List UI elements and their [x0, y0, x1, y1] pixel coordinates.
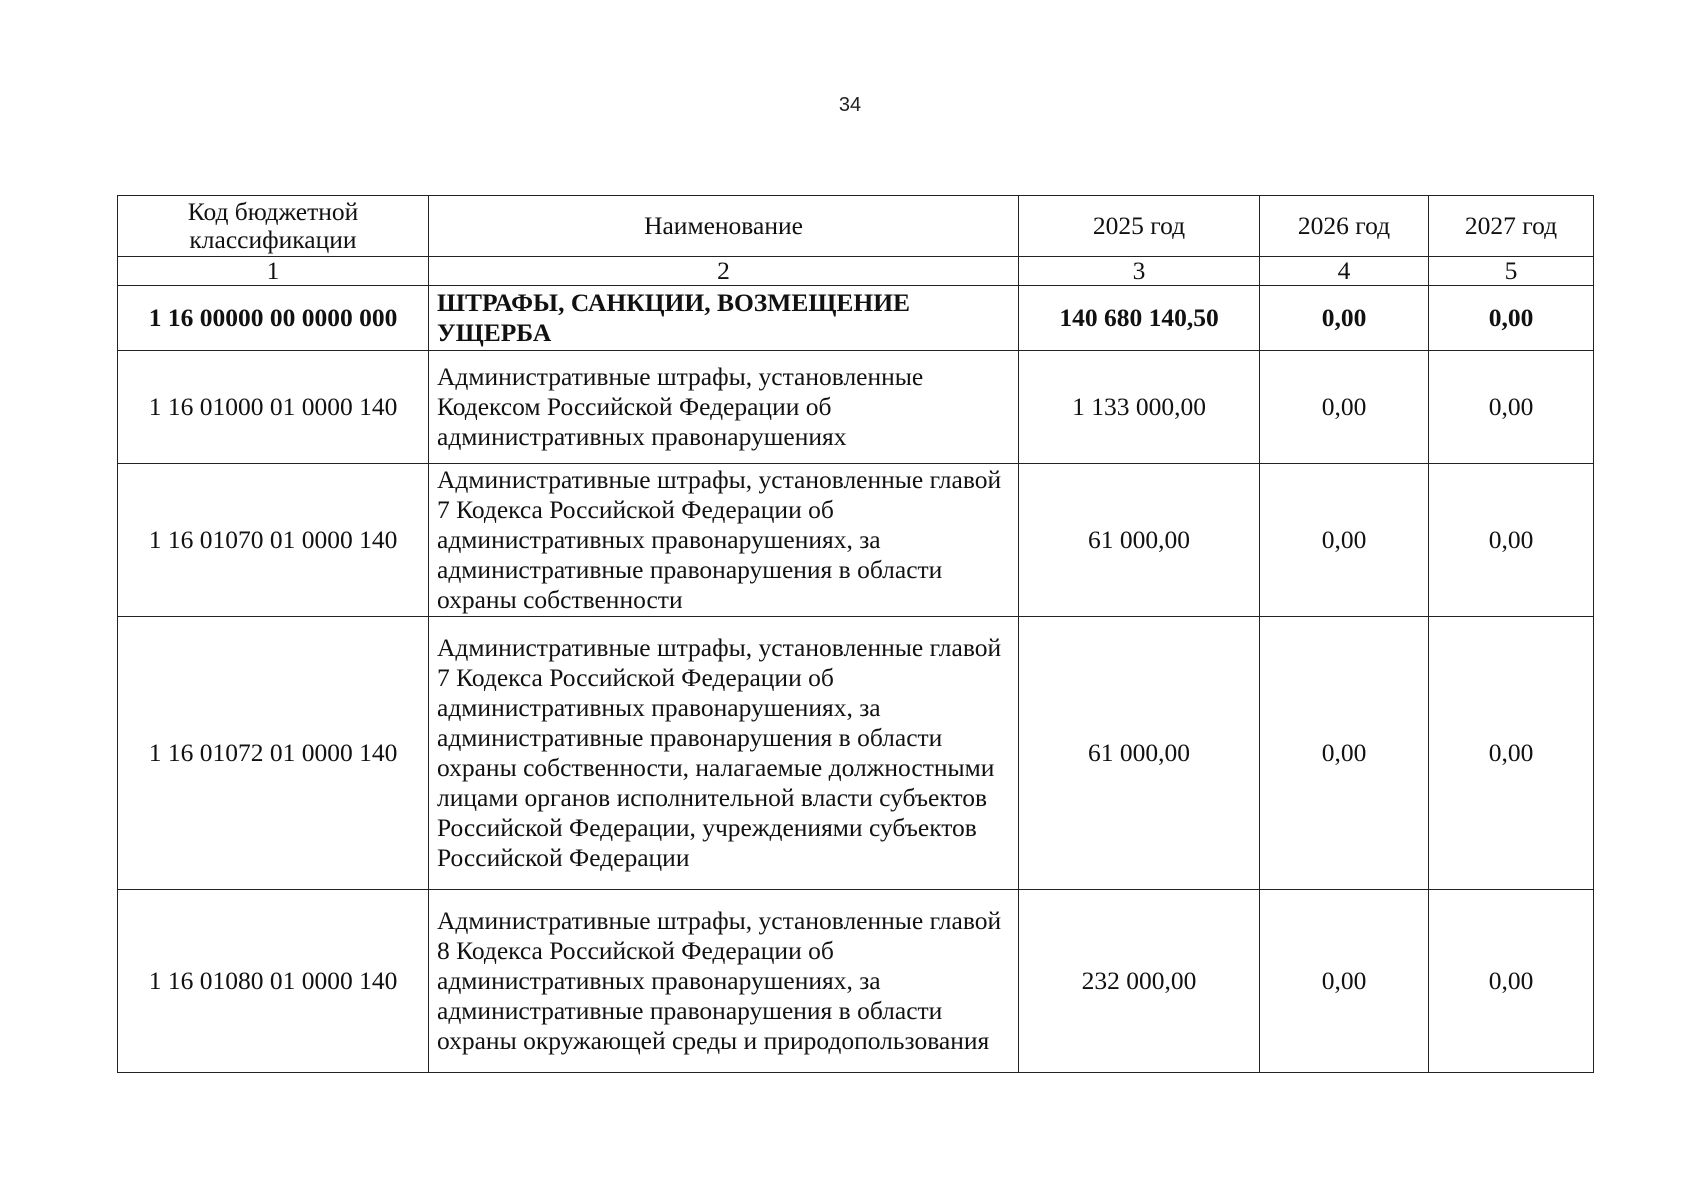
row-value-2025: 140 680 140,50	[1019, 286, 1260, 351]
table-row	[118, 351, 1594, 464]
table-row-total	[118, 286, 1594, 351]
row-value-2025: 61 000,00	[1019, 464, 1260, 617]
row-value-2025: 61 000,00	[1019, 617, 1260, 890]
table-header-row	[118, 196, 1594, 257]
row-name: Административные штрафы, установленные Кодексом Российской Федерации об административных правонарушениях	[429, 351, 1019, 464]
row-value-2025: 232 000,00	[1019, 890, 1260, 1073]
row-value-2027: 0,00	[1429, 890, 1594, 1073]
row-value-2026: 0,00	[1260, 617, 1429, 890]
row-value-2026: 0,00	[1260, 351, 1429, 464]
column-number: 2	[429, 257, 1019, 286]
column-number: 1	[118, 257, 429, 286]
row-code: 1 16 01000 01 0000 140	[118, 351, 429, 464]
column-number: 3	[1019, 257, 1260, 286]
header-code: Код бюджетной классификации	[118, 196, 429, 257]
column-number: 5	[1429, 257, 1594, 286]
row-value-2026: 0,00	[1260, 890, 1429, 1073]
header-name: Наименование	[429, 196, 1019, 257]
budget-revenue-table	[117, 195, 1594, 1073]
table-row	[118, 464, 1594, 617]
row-value-2027: 0,00	[1429, 351, 1594, 464]
row-value-2026: 0,00	[1260, 464, 1429, 617]
page-number: 34	[838, 94, 862, 116]
row-value-2025: 1 133 000,00	[1019, 351, 1260, 464]
table-row	[118, 617, 1594, 890]
header-2025: 2025 год	[1019, 196, 1260, 257]
row-code: 1 16 01070 01 0000 140	[118, 464, 429, 617]
row-name: Административные штрафы, установленные главой 7 Кодекса Российской Федерации об административных правонарушениях, за административные правонарушения в области охраны собственности, налагаемые должностными лицами органов исполнительной власти субъектов Российской Федерации, учреждениями субъектов Российской Федерации	[429, 617, 1019, 890]
row-name: ШТРАФЫ, САНКЦИИ, ВОЗМЕЩЕНИЕ УЩЕРБА	[429, 286, 1019, 351]
header-2026: 2026 год	[1260, 196, 1429, 257]
column-number-row	[118, 257, 1594, 286]
row-value-2027: 0,00	[1429, 464, 1594, 617]
row-name: Административные штрафы, установленные главой 8 Кодекса Российской Федерации об административных правонарушениях, за административные правонарушения в области охраны окружающей среды и природопользования	[429, 890, 1019, 1073]
row-code: 1 16 01080 01 0000 140	[118, 890, 429, 1073]
row-value-2026: 0,00	[1260, 286, 1429, 351]
table-row	[118, 890, 1594, 1073]
header-2027: 2027 год	[1429, 196, 1594, 257]
row-value-2027: 0,00	[1429, 286, 1594, 351]
column-number: 4	[1260, 257, 1429, 286]
row-value-2027: 0,00	[1429, 617, 1594, 890]
row-code: 1 16 00000 00 0000 000	[118, 286, 429, 351]
row-name: Административные штрафы, установленные главой 7 Кодекса Российской Федерации об административных правонарушениях, за административные правонарушения в области охраны собственности	[429, 464, 1019, 617]
row-code: 1 16 01072 01 0000 140	[118, 617, 429, 890]
